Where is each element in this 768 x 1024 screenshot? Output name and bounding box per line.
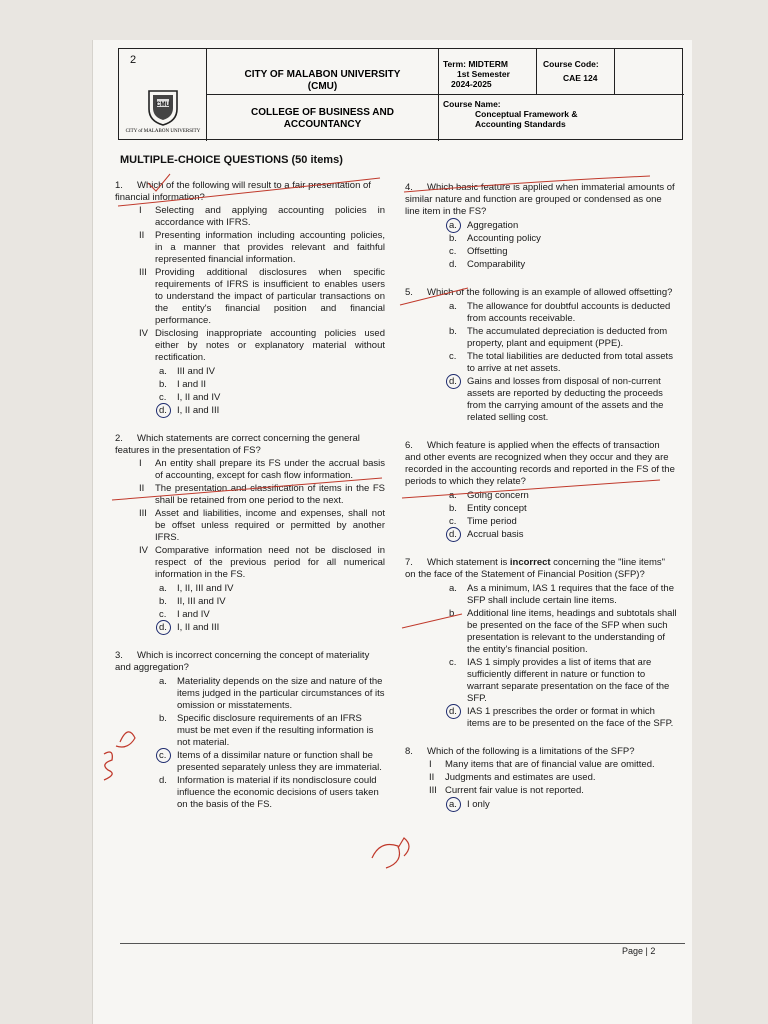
answer-options (115, 366, 385, 417)
term-cell (439, 49, 537, 95)
statement-numeral: II (429, 772, 435, 783)
statement-numeral: III (139, 267, 147, 278)
question-number: 1. (115, 180, 123, 191)
option-letter: b. (159, 379, 167, 390)
statement-row (115, 328, 385, 364)
answer-option[interactable] (449, 529, 677, 541)
option-letter: d. (159, 775, 167, 786)
statement-row (405, 785, 677, 797)
course-name-label: Course Name: (443, 99, 501, 109)
statement-numeral: II (139, 230, 145, 241)
section-title: MULTIPLE-CHOICE QUESTIONS (50 items) (120, 154, 343, 166)
question-stem (405, 182, 677, 218)
question-text: Which of the following is an example of allowed offsetting? (427, 287, 673, 298)
option-letter: c. (449, 516, 457, 527)
question-text: Which of the following is a limitations of the SFP? (427, 746, 635, 757)
question-item (405, 287, 677, 424)
option-text: IAS 1 prescribes the order or format in which items are to be presented on the face of the SFP. (467, 706, 674, 729)
answer-options (115, 676, 385, 811)
statement-row (115, 545, 385, 581)
question-stem (405, 746, 677, 758)
option-letter: a. (159, 676, 167, 687)
answer-option[interactable] (449, 490, 677, 502)
statement-numeral: I (139, 205, 142, 216)
answer-option[interactable] (449, 657, 677, 705)
option-letter: c. (449, 246, 457, 257)
option-text: I, II and III (177, 622, 220, 633)
option-letter: b. (159, 713, 167, 724)
question-item (405, 557, 677, 730)
answer-option[interactable] (159, 366, 385, 378)
logo-text: CMU (156, 102, 170, 108)
answer-options (405, 220, 677, 271)
answer-option[interactable] (159, 379, 385, 391)
statement-text: The presentation and classification of items in the FS shall be retained from one period to the next. (155, 483, 385, 506)
selected-option-letter: c. (159, 750, 177, 774)
answer-options (405, 490, 677, 541)
statement-numeral: II (139, 483, 145, 494)
statement-row (405, 772, 677, 784)
selected-option-letter: d. (449, 706, 467, 730)
option-text: II, III and IV (177, 596, 226, 607)
option-text: Additional line items, headings and subtotals shall be presented on the face of the SFP when such presentation is relevant to the understanding of the entity's financial position. (467, 608, 677, 655)
course-code-label: Course Code: (543, 59, 599, 69)
answer-option[interactable] (159, 750, 385, 774)
blank-cell (615, 49, 684, 95)
answer-option[interactable] (159, 392, 385, 404)
question-item (405, 440, 677, 541)
option-letter: a. (449, 583, 457, 594)
college-cell (207, 95, 439, 141)
statement-text: Selecting and applying accounting policies in accordance with IFRS. (155, 205, 385, 228)
answer-option[interactable] (449, 246, 677, 258)
statement-row (405, 759, 677, 771)
selected-option-letter: a. (449, 799, 467, 811)
selected-option-letter: d. (159, 405, 177, 417)
question-item (405, 746, 677, 811)
statement-row (115, 508, 385, 544)
page-corner-number: 2 (130, 54, 137, 66)
option-text: I, II and IV (177, 392, 221, 403)
answer-option[interactable] (159, 609, 385, 621)
option-text: Materiality depends on the size and nature of the items judged in the particular circumstances of its omission or misstatements. (177, 676, 385, 711)
course-name: Conceptual Framework & Accounting Standards (475, 109, 578, 129)
statement-text: Comparative information need not be disclosed in respect of the previous period for all numerical information in the FS. (155, 545, 385, 580)
answer-options (405, 583, 677, 730)
question-number: 2. (115, 433, 123, 444)
question-text: Which feature is applied when the effects of transaction and other events are recognized when they occur and they are recorded in the accounting records and reported in the FS of the periods to which they relate? (405, 440, 675, 487)
question-stem (115, 433, 385, 457)
option-text: Items of a dissimilar nature or function shall be presented separately unless they are immaterial. (177, 750, 382, 773)
logo-cell (119, 49, 207, 141)
option-text: Going concern (467, 490, 529, 501)
option-text: I, II and III (177, 405, 220, 416)
statement-numeral: III (429, 785, 437, 796)
question-text: Which is incorrect concerning the concept of materiality and aggregation? (115, 650, 370, 673)
answer-option[interactable] (159, 405, 385, 417)
statement-text: Disclosing inappropriate accounting policies used either by notes or explanatory material without rectification. (155, 328, 385, 363)
option-letter: d. (449, 259, 457, 270)
option-text: IAS 1 simply provides a list of items that are sufficiently different in nature or function to warrant separate presentation on the face of the SFP. (467, 657, 670, 704)
statement-text: Judgments and estimates are used. (445, 772, 596, 783)
answer-option[interactable] (449, 301, 677, 325)
page-footer: Page | 2 (622, 946, 656, 956)
answer-option[interactable] (159, 775, 385, 811)
university-seal-icon (145, 87, 181, 127)
statement-text: Current fair value is not reported. (445, 785, 584, 796)
footer-rule (120, 943, 685, 944)
question-text-pre: Which statement is (427, 557, 510, 568)
header-table (118, 48, 683, 140)
term: Term: MIDTERM (443, 59, 509, 69)
question-number: 6. (405, 440, 413, 451)
question-stem (405, 287, 677, 299)
option-text: The allowance for doubtful accounts is deducted from accounts receivable. (467, 301, 671, 324)
selected-option-letter: d. (449, 529, 467, 541)
answer-option[interactable] (159, 622, 385, 634)
statement-row (115, 483, 385, 507)
statement-row (115, 205, 385, 229)
question-number: 3. (115, 650, 123, 661)
option-text: Accounting policy (467, 233, 541, 244)
question-text: Which basic feature is applied when immaterial amounts of similar nature and function are grouped or condensed as one line item in the FS? (405, 182, 675, 217)
question-text: Which of the following will result to a fair presentation of financial information? (115, 180, 371, 203)
answer-options (405, 799, 677, 811)
option-letter: a. (449, 301, 457, 312)
course-name-cell (439, 95, 684, 141)
question-stem (405, 557, 677, 581)
statement-numeral: III (139, 508, 147, 519)
option-text: III and IV (177, 366, 216, 377)
option-text: Specific disclosure requirements of an IFRS must be met even if the resulting information is not material. (177, 713, 374, 748)
answer-option[interactable] (449, 583, 677, 607)
option-text: I only (467, 799, 490, 810)
option-letter: a. (159, 583, 167, 594)
answer-options (115, 583, 385, 634)
question-stem (115, 180, 385, 204)
statement-numeral: IV (139, 545, 148, 556)
answer-option[interactable] (159, 596, 385, 608)
option-text: Time period (467, 516, 517, 527)
option-letter: a. (449, 490, 457, 501)
option-letter: a. (159, 366, 167, 377)
question-item (115, 180, 385, 417)
option-letter: c. (159, 392, 167, 403)
college-name: COLLEGE OF BUSINESS AND ACCOUNTANCY (251, 107, 394, 130)
option-text: Entity concept (467, 503, 527, 514)
semester: 1st Semester (457, 69, 510, 79)
statement-text: Providing additional disclosures when specific requirements of IFRS is insufficient to enables users to understand the impact of particular transactions on the entity's financial position and financial performance. (155, 267, 385, 326)
option-text: As a minimum, IAS 1 requires that the face of the SFP shall include certain line items. (467, 583, 674, 606)
statement-text: Many items that are of financial value are omitted. (445, 759, 655, 770)
selected-option-letter: a. (449, 220, 467, 232)
answer-option[interactable] (449, 351, 677, 375)
answer-option[interactable] (449, 799, 677, 811)
question-number: 5. (405, 287, 413, 298)
statement-text: Asset and liabilities, income and expenses, shall not be offset unless required or permitted by another IFRS. (155, 508, 385, 543)
option-text: Information is material if its nondisclosure could influence the economic decisions of users taken on the basis of the FS. (177, 775, 379, 810)
selected-option-letter: d. (159, 622, 177, 634)
answer-option[interactable] (449, 376, 677, 424)
option-text: I, II, III and IV (177, 583, 234, 594)
option-letter: b. (449, 503, 457, 514)
answer-options (405, 301, 677, 424)
question-text-bold: incorrect (509, 557, 551, 568)
school-year: 2024-2025 (451, 79, 492, 89)
answer-option[interactable] (449, 608, 677, 656)
option-text: Aggregation (467, 220, 519, 231)
answer-option[interactable] (449, 706, 677, 730)
answer-option[interactable] (449, 516, 677, 528)
option-text: Offsetting (467, 246, 508, 257)
statement-numeral: I (139, 458, 142, 469)
question-item (405, 182, 677, 271)
statement-text: Presenting information including accounting policies, in a manner that provides relevant and faithful represented financial information. (155, 230, 385, 265)
option-text: Comparability (467, 259, 526, 270)
option-text: Gains and losses from disposal of non-current assets are reported by deducting the proceeds from the carrying amount of the assets and the related selling cost. (467, 376, 664, 423)
right-column (405, 182, 677, 827)
statement-row (115, 458, 385, 482)
university-cell (207, 49, 439, 95)
answer-option[interactable] (449, 326, 677, 350)
option-text: The total liabilities are deducted from total assets to arrive at net assets. (467, 351, 673, 374)
question-number: 7. (405, 557, 413, 568)
selected-option-letter: d. (449, 376, 467, 424)
answer-option[interactable] (159, 583, 385, 595)
statement-row (115, 267, 385, 327)
option-text: Accrual basis (467, 529, 524, 540)
option-text: The accumulated depreciation is deducted from property, plant and equipment (PPE). (467, 326, 668, 349)
statement-text: An entity shall prepare its FS under the accrual basis of accounting, except for cash flow information. (155, 458, 385, 481)
university-name: CITY OF MALABON UNIVERSITY (244, 69, 401, 80)
question-text: Which statements are correct concerning the general features in the presentation of FS? (115, 433, 360, 456)
university-abbr: (CMU) (307, 81, 338, 92)
answer-option[interactable] (449, 259, 677, 271)
question-stem (405, 440, 677, 488)
option-letter: b. (449, 233, 457, 244)
left-column (115, 180, 385, 827)
statement-numeral: IV (139, 328, 148, 339)
option-letter: c. (449, 657, 457, 668)
question-number: 4. (405, 182, 413, 193)
course-code: CAE 124 (563, 73, 598, 83)
option-letter: c. (159, 609, 167, 620)
question-stem (115, 650, 385, 674)
statement-row (115, 230, 385, 266)
answer-option[interactable] (449, 220, 677, 232)
option-text: I and IV (177, 609, 210, 620)
answer-option[interactable] (159, 676, 385, 712)
answer-option[interactable] (449, 233, 677, 245)
question-item (115, 650, 385, 811)
question-number: 8. (405, 746, 413, 757)
answer-option[interactable] (159, 713, 385, 749)
option-letter: c. (449, 351, 457, 362)
option-text: I and II (177, 379, 207, 390)
course-code-cell (537, 49, 615, 95)
logo-caption: CITY of MALABON UNIVERSITY (125, 129, 201, 134)
option-letter: b. (449, 326, 457, 337)
option-letter: b. (159, 596, 167, 607)
question-text-post: concerning the "line items" on the face of the Statement of Financial Position (SFP)? (405, 557, 666, 580)
question-item (115, 433, 385, 634)
statement-numeral: I (429, 759, 432, 770)
answer-option[interactable] (449, 503, 677, 515)
option-letter: b. (449, 608, 457, 619)
